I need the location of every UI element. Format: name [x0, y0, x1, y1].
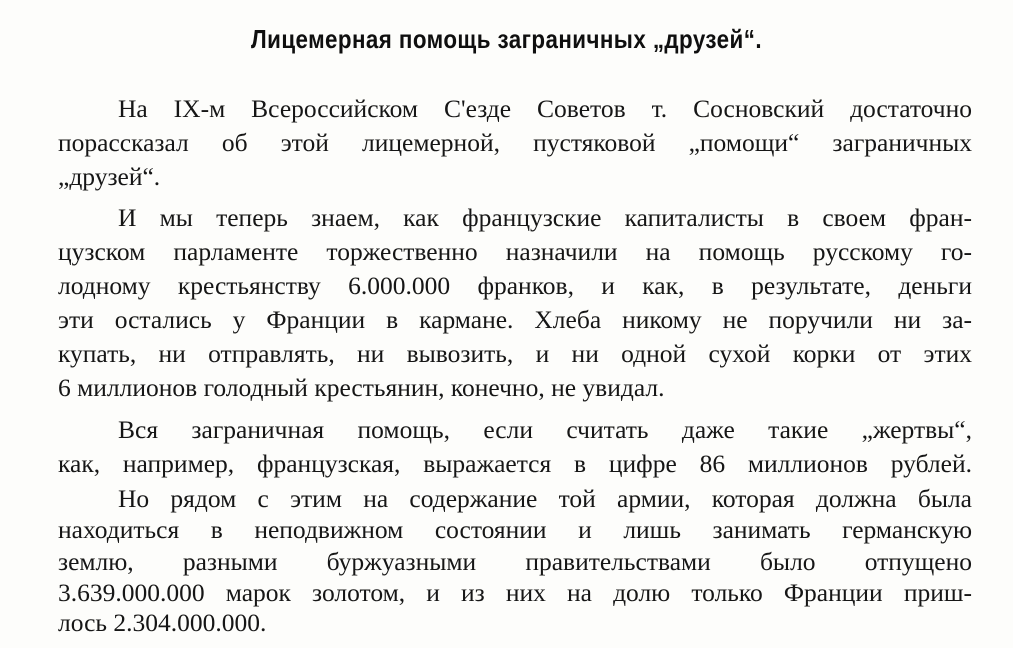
paragraph-2-line-5: купать, ни отправлять, ни вывозить, и ни одной сухой корки от этих	[58, 339, 972, 368]
paragraph-1-line-3: „друзей“.	[58, 162, 161, 191]
article-title: Лицемерная помощь заграничных „друзей“.	[251, 24, 762, 54]
paragraph-2-line-1: И мы теперь знаем, как французские капиталисты в своем фран-	[118, 203, 972, 232]
paragraph-2-line-2: цузском парламенте торжественно назначили на помощь русскому го-	[58, 237, 972, 266]
paragraph-3-line-2: как, например, французская, выражается в цифре 86 миллионов рублей.	[58, 449, 972, 478]
paragraph-1-line-1: На IX-м Всероссийском С'езде Советов т. Сосновский достаточно	[118, 94, 972, 123]
paragraph-4-line-5: лось 2.304.000.000.	[58, 608, 267, 637]
paragraph-4-line-1: Но рядом с этим на содержание той армии, которая должна была	[118, 484, 972, 513]
paragraph-2-line-4: эти остались у Франции в кармане. Хлеба никому не поручили ни за-	[58, 305, 972, 334]
paragraph-2-line-3: лодному крестьянству 6.000.000 франков, и как, в результате, деньги	[58, 271, 972, 300]
paragraph-4-line-4: 3.639.000.000 марок золотом, и из них на долю только Франции приш-	[58, 578, 972, 607]
paragraph-2-line-6: 6 миллионов голодный крестьянин, конечно, не увидал.	[58, 373, 665, 402]
paragraph-1-line-2: порассказал об этой лицемерной, пустяковой „помощи“ заграничных	[58, 128, 972, 157]
paragraph-4-line-2: находиться в неподвижном состоянии и лишь занимать германскую	[58, 515, 972, 544]
paragraph-3-line-1: Вся заграничная помощь, если считать даже такие „жертвы“,	[118, 415, 972, 444]
paragraph-4-line-3: землю, разными буржуазными правительствами было отпущено	[58, 547, 972, 576]
